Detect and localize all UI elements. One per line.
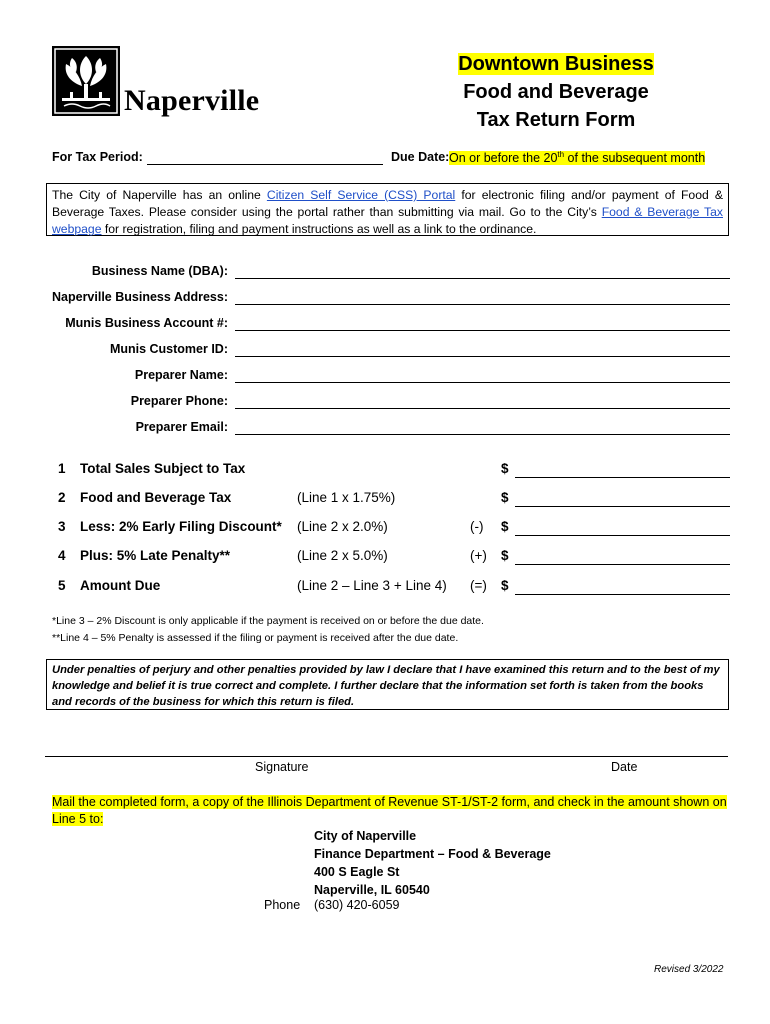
field-munis-account: Munis Business Account #: (0, 314, 770, 334)
preparer-name-input[interactable] (235, 382, 730, 383)
line-1-amount-input[interactable] (515, 477, 730, 478)
phone-number: (630) 420-6059 (314, 898, 400, 912)
line-4-amount-input[interactable] (515, 564, 730, 565)
date-label: Date (611, 760, 638, 774)
field-business-address: Naperville Business Address: (0, 288, 770, 308)
perjury-statement: Under penalties of perjury and other penalties provided by law I declare that I have examined this return and to the best of my knowledge and belief it is true correct and complete. I further declare that the information set forth is taken from the books and records of the business for which this return is filed. (46, 659, 729, 710)
munis-customer-id-input[interactable] (235, 356, 730, 357)
intro-notice: The City of Naperville has an online Citizen Self Service (CSS) Portal for electronic filing and/or payment of Food & Beverage Taxes. Please consider using the portal rather than submitting via mail. Go to the City’s Food & Beverage Tax webpage for registration, filing and payment instructions as well as a link to the ordinance. (46, 183, 729, 236)
line-4-penalty: 4 Plus: 5% Late Penalty** (Line 2 x 5.0%) (+) $ (0, 545, 770, 567)
preparer-phone-input[interactable] (235, 408, 730, 409)
footnote-discount: *Line 3 – 2% Discount is only applicable if the payment is received on or before the due date. (52, 615, 484, 627)
line-2-tax: 2 Food and Beverage Tax (Line 1 x 1.75%) $ (0, 487, 770, 509)
title-line-1: Downtown Business (458, 53, 654, 75)
field-business-name: Business Name (DBA): (0, 262, 770, 282)
tax-period-field[interactable] (147, 164, 383, 165)
line-3-discount: 3 Less: 2% Early Filing Discount* (Line 2 x 2.0%) (-) $ (0, 516, 770, 538)
form-title (440, 50, 672, 134)
food-beverage-tax-webpage-link[interactable]: Food & Beverage Tax webpage (52, 205, 723, 236)
business-name-input[interactable] (235, 278, 730, 279)
mailing-address: City of Naperville Finance Department – Food & Beverage 400 S Eagle St Naperville, IL 60540 (314, 829, 551, 897)
signature-line[interactable] (45, 756, 728, 757)
signature-label: Signature (255, 760, 309, 774)
tax-period-label: For Tax Period: (52, 150, 143, 164)
revision-date: Revised 3/2022 (654, 964, 724, 975)
footnotes (52, 613, 484, 647)
preparer-email-input[interactable] (235, 434, 730, 435)
line-3-amount-input[interactable] (515, 535, 730, 536)
naperville-logo (52, 46, 282, 122)
line-5-amount-input[interactable] (515, 594, 730, 595)
title-line-3: Tax Return Form (476, 109, 636, 131)
due-date-text: On or before the 20th of the subsequent month (449, 150, 706, 166)
logo-wordmark: Naperville (124, 84, 260, 117)
field-preparer-email: Preparer Email: (0, 418, 770, 438)
line-1-total-sales: 1 Total Sales Subject to Tax $ (0, 458, 770, 480)
css-portal-link[interactable]: Citizen Self Service (CSS) Portal (266, 188, 456, 202)
phone-label: Phone (264, 898, 301, 912)
mail-instructions: Mail the completed form, a copy of the Illinois Department of Revenue ST-1/ST-2 form, and check in the amount shown on Line 5 to: (52, 795, 727, 826)
field-preparer-name: Preparer Name: (0, 366, 770, 386)
title-line-2: Food and Beverage (463, 81, 649, 103)
due-date-label: Due Date: (391, 150, 450, 164)
business-address-input[interactable] (235, 304, 730, 305)
field-munis-customer-id: Munis Customer ID: (0, 340, 770, 360)
munis-account-input[interactable] (235, 330, 730, 331)
field-preparer-phone: Preparer Phone: (0, 392, 770, 412)
footnote-penalty: **Line 4 – 5% Penalty is assessed if the filing or payment is received after the due date. (52, 632, 459, 644)
logo-emblem-icon (52, 46, 120, 116)
line-5-amount-due: 5 Amount Due (Line 2 – Line 3 + Line 4) (=) $ (0, 575, 770, 597)
tax-period-row (52, 150, 722, 168)
line-2-amount-input[interactable] (515, 506, 730, 507)
